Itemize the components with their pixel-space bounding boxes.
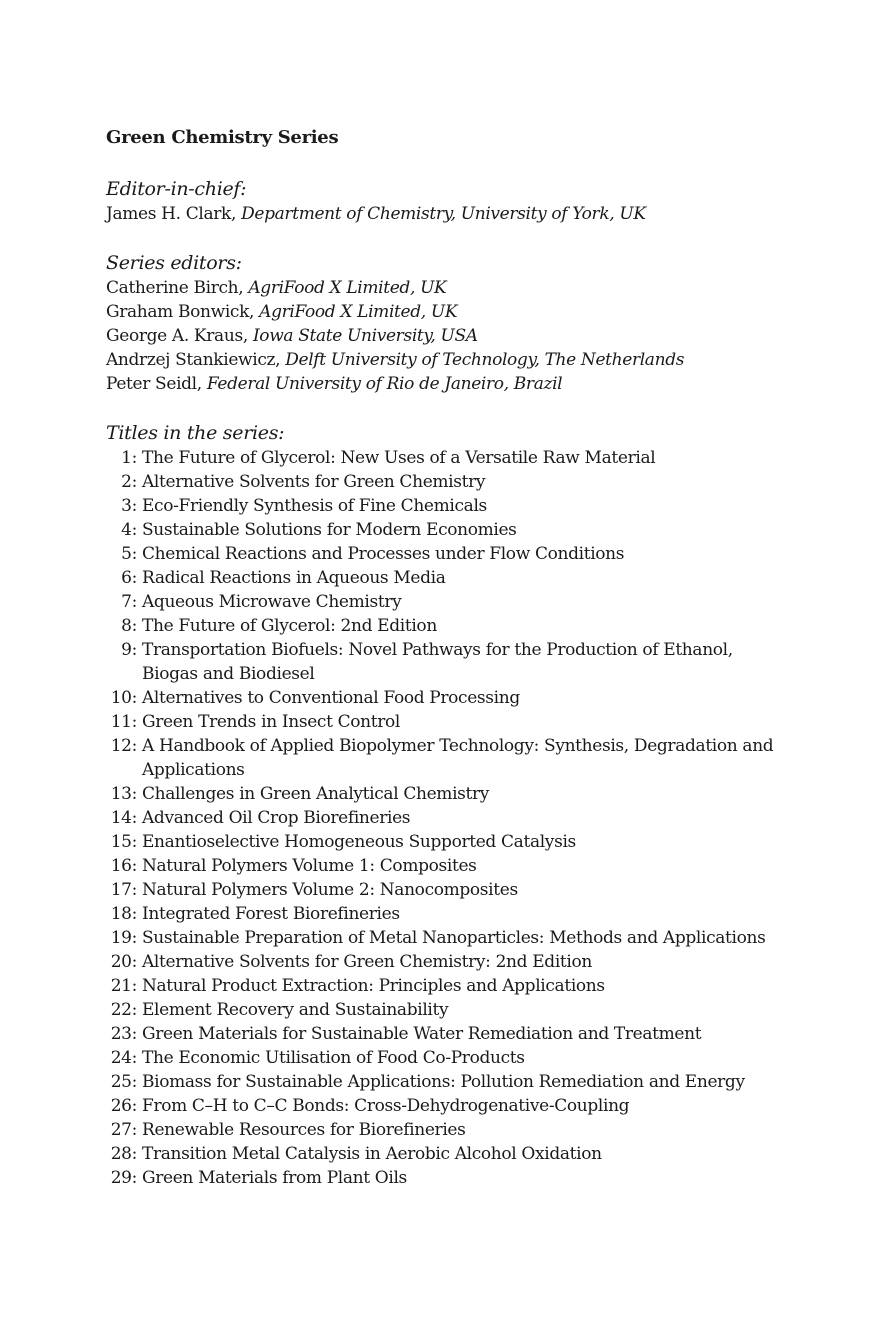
series-title-item	[106, 1070, 806, 1094]
series-title-number: 15:	[110, 832, 137, 852]
series-title-number: 16:	[110, 856, 137, 876]
series-title-item	[106, 590, 806, 614]
series-title-number: 23:	[110, 1024, 137, 1044]
series-title-item	[106, 734, 806, 782]
editor-in-chief-heading: Editor-in-chief:	[106, 178, 247, 200]
series-title-number: 6:	[121, 568, 137, 588]
series-editors-list	[106, 276, 806, 396]
series-title-item	[106, 878, 806, 902]
series-title-number: 9:	[121, 640, 137, 660]
series-title-item	[106, 830, 806, 854]
series-title-item	[106, 1166, 806, 1190]
series-editor-name: Andrzej Stankiewicz,	[106, 350, 281, 370]
series-title-number: 18:	[110, 904, 137, 924]
series-title-number: 20:	[110, 952, 137, 972]
series-title-text: Natural Polymers Volume 1: Composites	[142, 856, 477, 876]
series-title-item	[106, 902, 806, 926]
series-editor-line	[106, 348, 806, 372]
series-title-number: 26:	[110, 1096, 137, 1116]
series-title-number: 22:	[110, 1000, 137, 1020]
series-title-text: Green Materials for Sustainable Water Remediation and Treatment	[142, 1024, 702, 1044]
series-title-number: 24:	[110, 1048, 137, 1068]
series-editors-heading: Series editors:	[106, 252, 242, 274]
series-title-text: Green Trends in Insect Control	[142, 712, 400, 732]
series-title-number: 2:	[121, 472, 137, 492]
series-title-number: 7:	[121, 592, 137, 612]
series-title-text: Renewable Resources for Biorefineries	[142, 1120, 466, 1140]
series-title-number: 21:	[110, 976, 137, 996]
series-title-number: 28:	[110, 1144, 137, 1164]
series-title-text: Advanced Oil Crop Biorefineries	[142, 808, 411, 828]
series-editor-name: George A. Kraus,	[106, 326, 248, 346]
series-title-text: Transportation Biofuels: Novel Pathways for the Production of Ethanol, Biogas and Biodiesel	[142, 640, 733, 684]
series-editor-line	[106, 372, 806, 396]
series-title-number: 5:	[121, 544, 137, 564]
series-title-item	[106, 998, 806, 1022]
series-title-text: From C–H to C–C Bonds: Cross-Dehydrogenative-Coupling	[142, 1096, 630, 1116]
series-title-text: Sustainable Solutions for Modern Economies	[142, 520, 517, 540]
series-title-number: 1:	[121, 448, 137, 468]
series-title-text: Natural Product Extraction: Principles and Applications	[142, 976, 605, 996]
series-title-text: Sustainable Preparation of Metal Nanoparticles: Methods and Applications	[142, 928, 766, 948]
editor-affiliation: Department of Chemistry, University of York, UK	[241, 204, 646, 224]
series-title-item	[106, 542, 806, 566]
series-title-item	[106, 1094, 806, 1118]
series-title-number: 29:	[110, 1168, 137, 1188]
series-title-text: Element Recovery and Sustainability	[142, 1000, 449, 1020]
series-title-text: The Future of Glycerol: New Uses of a Versatile Raw Material	[142, 448, 656, 468]
series-title-item	[106, 614, 806, 638]
series-title-item	[106, 806, 806, 830]
series-title-number: 27:	[110, 1120, 137, 1140]
series-editor-affiliation: Delft University of Technology, The Netherlands	[285, 350, 685, 370]
series-editor-affiliation: Iowa State University, USA	[252, 326, 478, 346]
series-title-item	[106, 1118, 806, 1142]
editor-name: James H. Clark,	[106, 204, 237, 224]
editor-line	[106, 202, 806, 226]
series-title-text: The Future of Glycerol: 2nd Edition	[142, 616, 437, 636]
series-title-text: Challenges in Green Analytical Chemistry	[142, 784, 490, 804]
series-title-number: 12:	[110, 736, 137, 756]
series-title-text: Enantioselective Homogeneous Supported Catalysis	[142, 832, 576, 852]
page-content	[106, 124, 806, 1190]
series-editor-line	[106, 324, 806, 348]
series-title-text: The Economic Utilisation of Food Co-Products	[142, 1048, 525, 1068]
series-title-text: Alternatives to Conventional Food Processing	[142, 688, 520, 708]
series-editor-affiliation: Federal University of Rio de Janeiro, Brazil	[206, 374, 563, 394]
series-title-item	[106, 470, 806, 494]
series-editor-line	[106, 300, 806, 324]
series-title-text: Biomass for Sustainable Applications: Pollution Remediation and Energy	[142, 1072, 745, 1092]
series-editor-name: Catherine Birch,	[106, 278, 244, 298]
series-title-text: Alternative Solvents for Green Chemistry	[142, 472, 486, 492]
titles-list	[106, 446, 806, 1190]
series-title-item	[106, 494, 806, 518]
series-title-item	[106, 446, 806, 470]
series-title-item	[106, 974, 806, 998]
series-title-number: 8:	[121, 616, 137, 636]
series-editor-name: Graham Bonwick,	[106, 302, 255, 322]
series-title: Green Chemistry Series	[106, 127, 339, 148]
series-title-item	[106, 1046, 806, 1070]
series-title-item	[106, 854, 806, 878]
series-title-item	[106, 950, 806, 974]
series-title-item	[106, 518, 806, 542]
series-title-number: 25:	[110, 1072, 137, 1092]
series-title-item	[106, 686, 806, 710]
series-title-text: Chemical Reactions and Processes under Flow Conditions	[142, 544, 625, 564]
series-title-text: Green Materials from Plant Oils	[142, 1168, 407, 1188]
series-title-text: Radical Reactions in Aqueous Media	[142, 568, 446, 588]
series-editor-name: Peter Seidl,	[106, 374, 202, 394]
series-title-number: 3:	[121, 496, 137, 516]
series-title-number: 4:	[121, 520, 137, 540]
titles-heading: Titles in the series:	[106, 422, 285, 444]
editor-in-chief-section	[106, 176, 806, 226]
titles-section	[106, 420, 806, 1190]
series-title-number: 13:	[110, 784, 137, 804]
series-title-number: 17:	[110, 880, 137, 900]
series-title-item	[106, 566, 806, 590]
series-title-number: 14:	[110, 808, 137, 828]
series-title-text: Transition Metal Catalysis in Aerobic Alcohol Oxidation	[142, 1144, 602, 1164]
series-title-number: 10:	[110, 688, 137, 708]
series-title-item	[106, 1022, 806, 1046]
series-title-item	[106, 1142, 806, 1166]
series-title-item	[106, 638, 806, 686]
series-title-text: A Handbook of Applied Biopolymer Technology: Synthesis, Degradation and Applications	[142, 736, 774, 780]
series-title-text: Aqueous Microwave Chemistry	[142, 592, 402, 612]
series-title-item	[106, 782, 806, 806]
series-editor-affiliation: AgriFood X Limited, UK	[259, 302, 458, 322]
series-title-number: 19:	[110, 928, 137, 948]
series-title-number: 11:	[110, 712, 137, 732]
series-title-text: Alternative Solvents for Green Chemistry: 2nd Edition	[142, 952, 592, 972]
series-title-text: Eco-Friendly Synthesis of Fine Chemicals	[142, 496, 487, 516]
series-editor-affiliation: AgriFood X Limited, UK	[248, 278, 447, 298]
series-title-text: Natural Polymers Volume 2: Nanocomposites	[142, 880, 518, 900]
series-title-item	[106, 710, 806, 734]
series-title-text: Integrated Forest Biorefineries	[142, 904, 400, 924]
series-title-item	[106, 926, 806, 950]
series-editor-line	[106, 276, 806, 300]
series-editors-section	[106, 250, 806, 396]
